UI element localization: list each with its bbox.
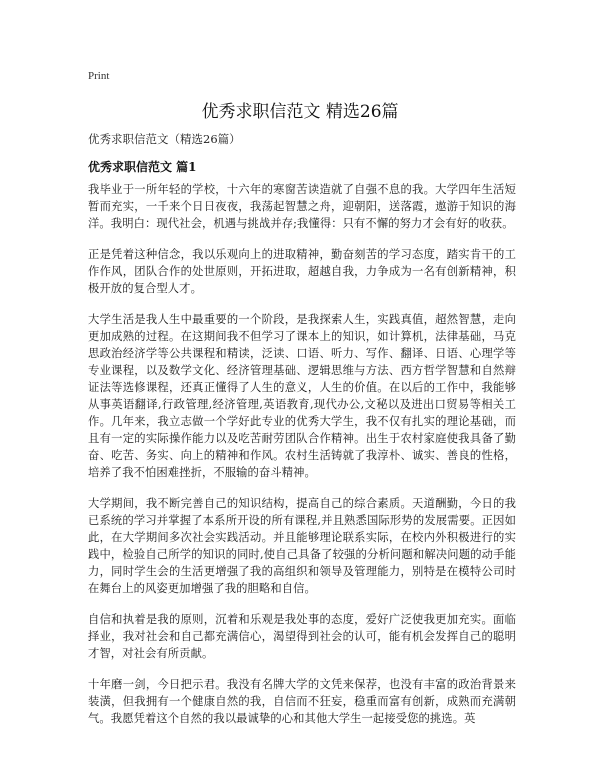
document-body: [88, 181, 516, 741]
paragraph: 我毕业于一所年轻的学校，十六年的寒窗苦读造就了自强不息的我。大学四年生活短暂而充实，一千来个日日夜夜，我荡起智慧之舟，迎朝阳，送落霞，遨游于知识的海洋。我明白：现代社会，机遇与挑战并存;我懂得：只有不懈的努力才会有好的收获。: [88, 183, 516, 230]
paragraph: 正是凭着这种信念，我以乐观向上的进取精神，勤奋刻苦的学习态度，踏实肯干的工作作风，团队合作的处世原则，开拓进取，超越自我，力争成为一名有创新精神，积极开放的复合型人才。: [88, 248, 516, 295]
paragraph: 十年磨一剑，今日把示君。我没有名牌大学的文凭来保荐，也没有丰富的政治背景来装潢，但我拥有一个健康自然的我，自信而不狂妄，稳重而富有创新，成熟而充满朝气。我愿凭着这个自然的我以最诚挚的心和其他大学生一起接受您的挑选。英: [88, 678, 516, 725]
document-subtitle: 优秀求职信范文（精选26篇）: [88, 132, 241, 146]
document-title: 优秀求职信范文 精选26篇: [201, 102, 399, 122]
print-label[interactable]: Print: [88, 70, 110, 82]
paragraph: 自信和执着是我的原则，沉着和乐观是我处事的态度，爱好广泛使我更加充实。面临择业，我对社会和自己都充满信心，渴望得到社会的认可，能有机会发挥自己的聪明才智，对社会有所贡献。: [88, 613, 516, 660]
paragraph: 大学期间，我不断完善自己的知识结构，提高自己的综合素质。天道酬勤，今日的我已系统的学习并掌握了本系所开设的所有课程,并且熟悉国际形势的发展需要。正因如此，在大学期间多次社会实践活动。并且能够理论联系实际，在校内外积极进行的实践中，检验自己所学的知识的同时,使自己具备了较强的分析问题和解决问题的动手能力，同时学生会的生活更增强了我的高组织和领导及管理能力，别特是在模特公司时在舞台上的风姿更加增强了我的胆略和自信。: [88, 497, 516, 595]
paragraph: 大学生活是我人生中最重要的一个阶段，是我探索人生，实践真值，超然智慧，走向更加成熟的过程。在这期间我不但学习了课本上的知识，如计算机，法律基础，马克思政治经济学等公共课程和精读，泛读、口语、听力、写作、翻译、日语、心理学等专业课程，以及数学文化、经济管理基础、逻辑思维与方法、西方哲学智慧和自然辩证法等选修课程，还真正懂得了人生的意义，人生的价值。在以后的工作中，我能够从事英语翻译,行政管理,经济管理,英语教育,现代办公,文秘以及进出口贸易等相关工作。几年来，我立志做一个学好此专业的优秀大学生，我不仅有扎实的理论基础，而且有一定的实际操作能力以及吃苦耐劳团队合作精神。出生于农村家庭使我具备了勤奋、吃苦、务实、向上的精神和作风。农村生活铸就了我淳朴、诚实、善良的性格，培养了我不怕困难挫折，不服输的奋斗精神。: [88, 313, 516, 479]
section-heading: 优秀求职信范文 篇1: [88, 160, 197, 174]
